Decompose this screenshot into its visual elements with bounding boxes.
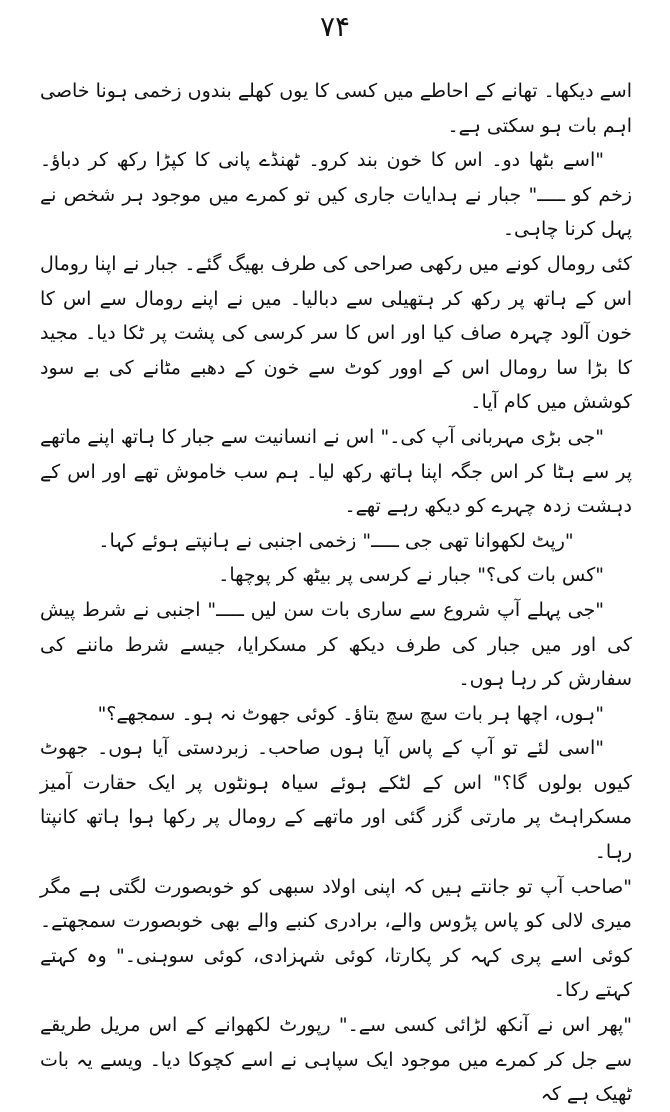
paragraph: "پھر اس نے آنکھ لڑائی کسی سے۔" رپورٹ لکھوانے کے اس مریل طریقے سے جل کر کمرے میں موجود ایک سپاہی نے اسے کچوکا دیا۔ ویسے یہ بات ٹھیک ہے کہ xyxy=(40,1014,632,1106)
paragraph: "کس بات کی؟" جبار نے کرسی پر بیٹھ کر پوچھا۔ xyxy=(218,564,604,587)
paragraph: "رپٹ لکھوانا تھی جی ـــــ" زخمی اجنبی نے ہانپتے ہوئے کہا۔ xyxy=(98,529,574,552)
paragraph: "اسی لئے تو آپ کے پاس آیا ہوں صاحب۔ زبردستی آیا ہوں۔ جھوٹ کیوں بولوں گا؟" اس کے لٹکے ہوئے سیاہ ہونٹوں پر ایک حقارت آمیز مسکراہٹ پر مارتی گزر گئی اور ماتھے کے رومال پر رکھا ہوا ہاتھ کانپتا رہا۔ xyxy=(40,737,632,864)
paragraph: "ہوں، اچھا ہر بات سچ سچ بتاؤ۔ کوئی جھوٹ نہ ہو۔ سمجھے؟" xyxy=(97,702,604,725)
paragraph: "اسے بٹھا دو۔ اس کا خون بند کرو۔ ٹھنڈے پانی کا کپڑا رکھ کر دباؤ۔ زخم کو ـــــ" جبار نے ہدایات جاری کیں تو کمرے میں موجود ہر شخص نے پہل کرنا چاہی۔ xyxy=(40,149,632,241)
page-number: ۷۴ xyxy=(319,10,351,43)
paragraph: کئی رومال کونے میں رکھی صراحی کی طرف بھیگ گئے۔ جبار نے اپنا رومال اس کے ہاتھ پر رکھ کر ہتھیلی سے دبالیا۔ میں نے اپنے رومال سے اس کا خون آلود چہرہ صاف کیا اور اس کا سر کرسی کی پشت پر ٹکا دیا۔ مجید کا بڑا سا رومال اس کے اوور کوٹ سے خون کے دھبے مٹانے کی بے سود کوشش میں کام آیا۔ xyxy=(40,252,632,414)
paragraph: "صاحب آپ تو جانتے ہیں کہ اپنی اولاد سبھی کو خوبصورت لگتی ہے مگر میری لالی کو پاس پڑوس والے، برادری کنبے والے بھی خوبصورت سمجھتے۔ کوئی اسے پری کہہ کر پکارتا، کوئی شہزادی، کوئی سوہنی۔" وہ کہتے کہتے رکا۔ xyxy=(40,875,632,1002)
paragraph: "جی بڑی مہربانی آپ کی۔" اس نے انسانیت سے جبار کا ہاتھ اپنے ماتھے پر سے ہٹا کر اس جگہ اپنا ہاتھ رکھ لیا۔ ہم سب خاموش تھے اور اس کے دہشت زدہ چہرے کو دیکھ رہے تھے۔ xyxy=(40,425,632,518)
paragraph: "جی پہلے آپ شروع سے ساری بات سن لیں ـــــ" اجنبی نے شرط پیش کی اور میں جبار کی طرف دیکھ کر مسکرایا، جیسے شرط ماننے کی سفارش کر رہا ہوں۔ xyxy=(40,598,632,691)
paragraph: اسے دیکھا۔ تھانے کے احاطے میں کسی کا یوں کھلے بندوں زخمی ہونا خاصی اہم بات ہو سکتی ہے۔ xyxy=(40,80,632,137)
body-text xyxy=(40,74,632,1112)
